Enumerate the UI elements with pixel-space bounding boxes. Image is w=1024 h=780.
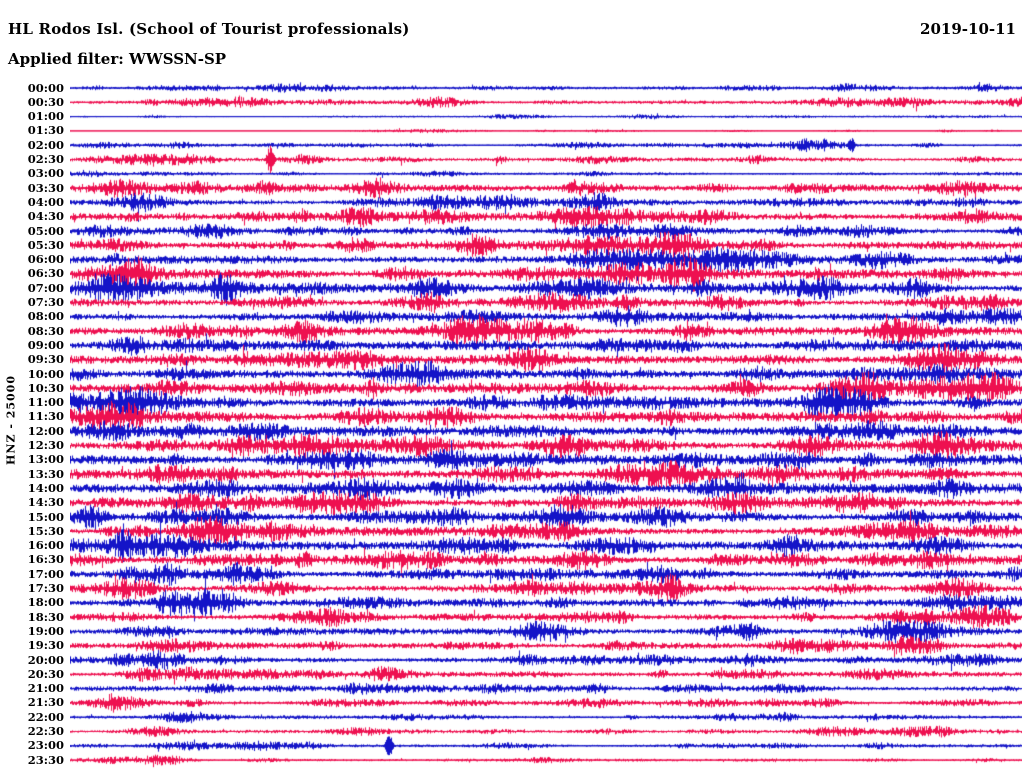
helicorder-canvas <box>70 80 1022 780</box>
trace-time-label: 15:00 <box>27 509 64 524</box>
trace-time-label: 05:30 <box>27 237 64 252</box>
trace-time-label: 00:30 <box>27 94 64 109</box>
trace-time-label: 10:30 <box>27 380 64 395</box>
trace-time-label: 18:30 <box>27 609 64 624</box>
station-title: HL Rodos Isl. (School of Tourist professionals) <box>8 20 410 38</box>
trace-time-label: 06:00 <box>27 252 64 267</box>
trace-time-label: 14:00 <box>27 480 64 495</box>
trace-time-label: 08:00 <box>27 309 64 324</box>
trace-time-label: 17:00 <box>27 566 64 581</box>
channel-axis-label: HNZ - 25000 <box>4 375 18 465</box>
trace-time-label: 09:00 <box>27 337 64 352</box>
record-date: 2019-10-11 <box>920 20 1016 38</box>
trace-time-label: 07:30 <box>27 295 64 309</box>
trace-time-label: 11:00 <box>27 395 64 410</box>
applied-filter-label: Applied filter: WWSSN-SP <box>8 50 227 68</box>
trace-time-label: 02:00 <box>27 137 64 152</box>
trace-time-label: 23:30 <box>27 752 64 767</box>
trace-time-label: 05:00 <box>27 223 64 238</box>
trace-time-label: 21:00 <box>27 681 64 696</box>
trace-time-label: 19:30 <box>27 638 64 653</box>
trace-time-label: 20:00 <box>27 652 64 667</box>
trace-time-label: 03:00 <box>27 166 64 181</box>
trace-time-label: 08:30 <box>27 323 64 338</box>
trace-time-label: 14:30 <box>27 495 64 510</box>
trace-time-label: 16:30 <box>27 552 64 567</box>
trace-time-label: 18:00 <box>27 595 64 610</box>
trace-time-label: 21:30 <box>27 695 64 710</box>
trace-time-label: 22:30 <box>27 724 64 738</box>
trace-time-label: 23:00 <box>27 738 64 753</box>
trace-time-label: 09:30 <box>27 352 64 367</box>
trace-time-label: 12:00 <box>27 423 64 438</box>
trace-time-label: 11:30 <box>27 409 64 424</box>
trace-time-label: 02:30 <box>27 152 64 166</box>
trace-time-label: 13:00 <box>27 452 64 467</box>
trace-time-label: 03:30 <box>27 180 64 195</box>
trace-time-label: 17:30 <box>27 581 64 595</box>
trace-time-label: 16:00 <box>27 538 64 553</box>
trace-time-label: 07:00 <box>27 280 64 295</box>
trace-time-label: 01:00 <box>27 109 64 124</box>
trace-time-label: 13:30 <box>27 466 64 481</box>
trace-time-label: 01:30 <box>27 123 64 138</box>
trace-time-label: 12:30 <box>27 438 64 452</box>
trace-time-label: 00:00 <box>27 80 64 95</box>
trace-time-label: 15:30 <box>27 523 64 538</box>
trace-time-label: 19:00 <box>27 623 64 638</box>
trace-time-label: 10:00 <box>27 366 64 381</box>
trace-time-label: 04:00 <box>27 194 64 209</box>
trace-time-label: 04:30 <box>27 209 64 224</box>
trace-time-label: 22:00 <box>27 709 64 724</box>
trace-time-label: 20:30 <box>27 666 64 681</box>
trace-time-label: 06:30 <box>27 266 64 281</box>
